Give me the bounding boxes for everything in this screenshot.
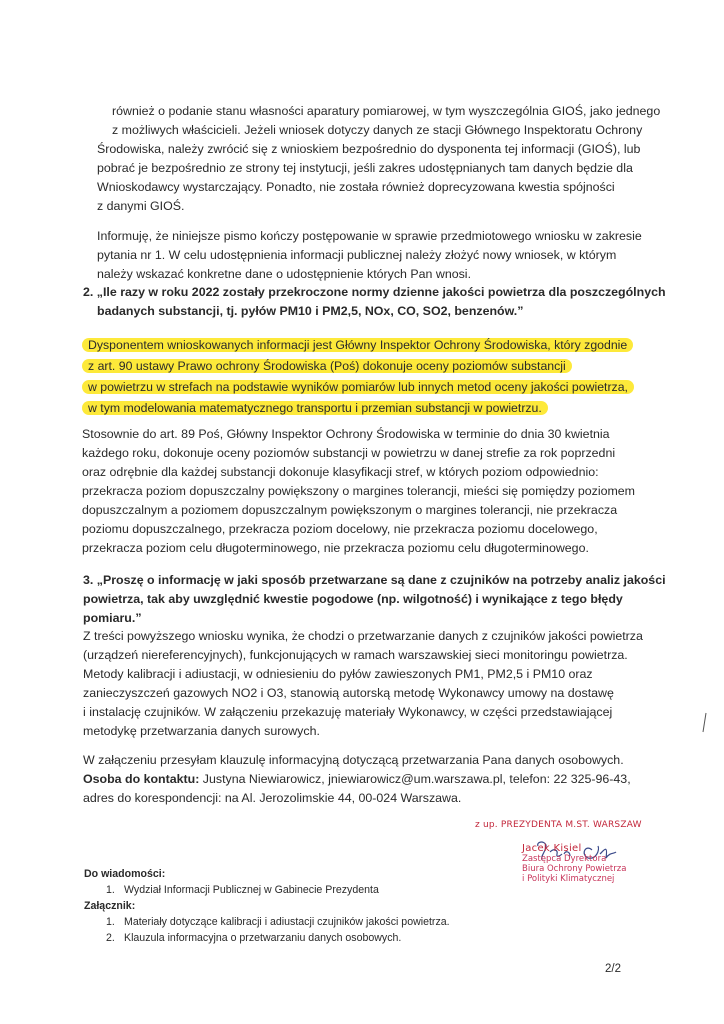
text-line: oraz odrębnie dla każdej substancji dokonuje klasyfikacji stref, w których poziom odpowiednio: <box>82 465 599 479</box>
text-line: każdego roku, dokonuje oceny poziomów substancji w powietrzu w danej strefie za rok poprzedni <box>82 446 616 460</box>
text-line: pytania nr 1. W celu udostępnienia informacji publicznej należy złożyć nowy wniosek, w którym <box>97 248 617 262</box>
stamp-prefix: z up. PREZYDENTA M.ST. WARSZAW <box>475 820 642 830</box>
text-line: przekracza poziom dopuszczalny powiększony o margines tolerancji, mieści się pomiędzy poziomem <box>82 484 635 498</box>
list-number: 1. <box>106 884 115 896</box>
paragraph-sensor-processing <box>83 627 643 741</box>
attachment-list <box>84 914 534 946</box>
highlighted-text-line: w tym modelowania matematycznego transportu i przemian substancji w powietrzu. <box>82 401 548 415</box>
signatory-name: Jacek Kisiel <box>522 843 582 854</box>
paragraph-gios-data <box>97 102 661 216</box>
list-item <box>106 914 534 930</box>
text-line: i instalację czujników. W załączeniu przekazuję materiały Wykonawcy, w części przedstawiającej <box>83 705 613 719</box>
text-line: adres do korespondencji: na Al. Jerozolimskie 44, 00-024 Warszawa. <box>83 791 462 805</box>
text-line: Wnioskodawcy wystarczający. Ponadto, nie została również doprecyzowana kwestia spójności <box>97 180 615 194</box>
highlighted-text-line: w powietrzu w strefach na podstawie wyników pomiarów lub innych metod oceny jakości powietrza, <box>82 380 634 394</box>
text-line: przekracza poziom celu długoterminowego, nie przekracza poziomu celu długoterminowego. <box>82 541 589 555</box>
question-3-heading <box>83 571 666 628</box>
list-item <box>106 930 534 946</box>
list-text: Wydział Informacji Publicznej w Gabinecie Prezydenta <box>124 884 379 896</box>
text-line: zanieczyszczeń gazowych NO2 i O3, stanowią autorską metodę Wykonawcy umowy na dostawę <box>83 686 614 700</box>
role-line: Zastępca Dyrektora <box>522 854 607 864</box>
highlighted-paragraph <box>82 335 650 419</box>
list-number: 1. <box>106 916 115 928</box>
contact-details: Justyna Niewiarowicz, jniewiarowicz@um.warszawa.pl, telefon: 22 325-96-43, <box>199 772 631 786</box>
text-line: Stosownie do art. 89 Poś, Główny Inspektor Ochrony Środowiska w terminie do dnia 30 kwietnia <box>82 427 610 441</box>
text-line: Środowiska, należy zwrócić się z wnioskiem bezpośrednio do dysponenta tej informacji (GIOŚ), lub <box>97 142 641 156</box>
text-line: W załączeniu przesyłam klauzulę informacyjną dotyczącą przetwarzania Pana danych osobowych. <box>83 753 624 767</box>
role-line: i Polityki Klimatycznej <box>522 874 615 884</box>
attachment-heading: Załącznik: <box>84 900 136 912</box>
text-line: również o podanie stanu własności aparatury pomiarowej, w tym wyszczególnia GIOŚ, jako jednego <box>112 104 661 118</box>
contact-line <box>83 770 643 789</box>
text-line: 3. „Proszę o informację w jaki sposób przetwarzane są dane z czujników na potrzeby analiz jakości <box>83 573 666 587</box>
paragraph-art-89 <box>82 425 647 558</box>
question-2-heading <box>83 283 666 321</box>
list-text: Materiały dotyczące kalibracji i adiustacji czujników jakości powietrza. <box>124 916 450 928</box>
text-line: (urządzeń niereferencyjnych), funkcjonujących w ramach warszawskiej sieci monitoringu powietrza. <box>83 648 628 662</box>
footer-distribution <box>84 866 534 946</box>
text-line: należy wskazać konkretne dane o udostępnienie których Pan wnosi. <box>97 267 472 281</box>
highlighted-text-line: z art. 90 ustawy Prawo ochrony Środowiska (Poś) dokonuje oceny poziomów substancji <box>82 359 572 373</box>
paragraph-closing-procedure <box>97 227 642 284</box>
text-line: Metody kalibracji i adiustacji, w odniesieniu do pyłów zawieszonych PM1, PM2,5 i PM10 oraz <box>83 667 593 681</box>
text-line: pomiaru.” <box>83 611 142 625</box>
text-line: 2. „Ile razy w roku 2022 zostały przekroczone normy dzienne jakości powietrza dla poszczególnych <box>83 285 666 299</box>
text-line: Z treści powyższego wniosku wynika, że chodzi o przetwarzanie danych z czujników jakości powietrza <box>83 629 643 643</box>
signatory-role <box>522 854 626 884</box>
contact-label: Osoba do kontaktu: <box>83 772 200 786</box>
cc-list <box>84 882 534 898</box>
text-line: powietrza, tak aby uwzględnić kwestie pogodowe (np. wilgotność) i wynikające z tego błędy <box>83 592 623 606</box>
text-line: dopuszczalnym a poziomem dopuszczalnym powiększonym o margines tolerancji, nie przekracza <box>82 503 618 517</box>
text-line: poziomu dopuszczalnego, przekracza poziom docelowy, nie przekracza poziomu docelowego, <box>82 522 598 536</box>
role-line: Biura Ochrony Powietrza <box>522 864 627 874</box>
paragraph-contact <box>83 751 643 808</box>
text-line: pobrać je bezpośrednio ze strony tej instytucji, jeśli zakres udostępnianych tam danych będzie dla <box>97 161 633 175</box>
text-line: badanych substancji, tj. pyłów PM10 i PM2,5, NOx, CO, SO2, benzenów.” <box>97 304 524 318</box>
margin-mark <box>700 712 708 734</box>
text-line: Informuję, że niniejsze pismo kończy postępowanie w sprawie przedmiotowego wniosku w zakresie <box>97 229 642 243</box>
highlighted-text-line: Dysponentem wnioskowanych informacji jest Główny Inspektor Ochrony Środowiska, który zgodnie <box>82 338 633 352</box>
text-line: z danymi GIOŚ. <box>97 199 185 213</box>
page-number: 2/2 <box>605 963 621 975</box>
text-line: metodykę przetwarzania danych surowych. <box>83 724 320 738</box>
cc-heading: Do wiadomości: <box>84 868 166 880</box>
text-line: z możliwych właścicieli. Jeżeli wniosek dotyczy danych ze stacji Głównego Inspektoratu Ochrony <box>112 123 643 137</box>
list-item <box>106 882 534 898</box>
list-number: 2. <box>106 932 115 944</box>
list-text: Klauzula informacyjna o przetwarzaniu danych osobowych. <box>124 932 402 944</box>
